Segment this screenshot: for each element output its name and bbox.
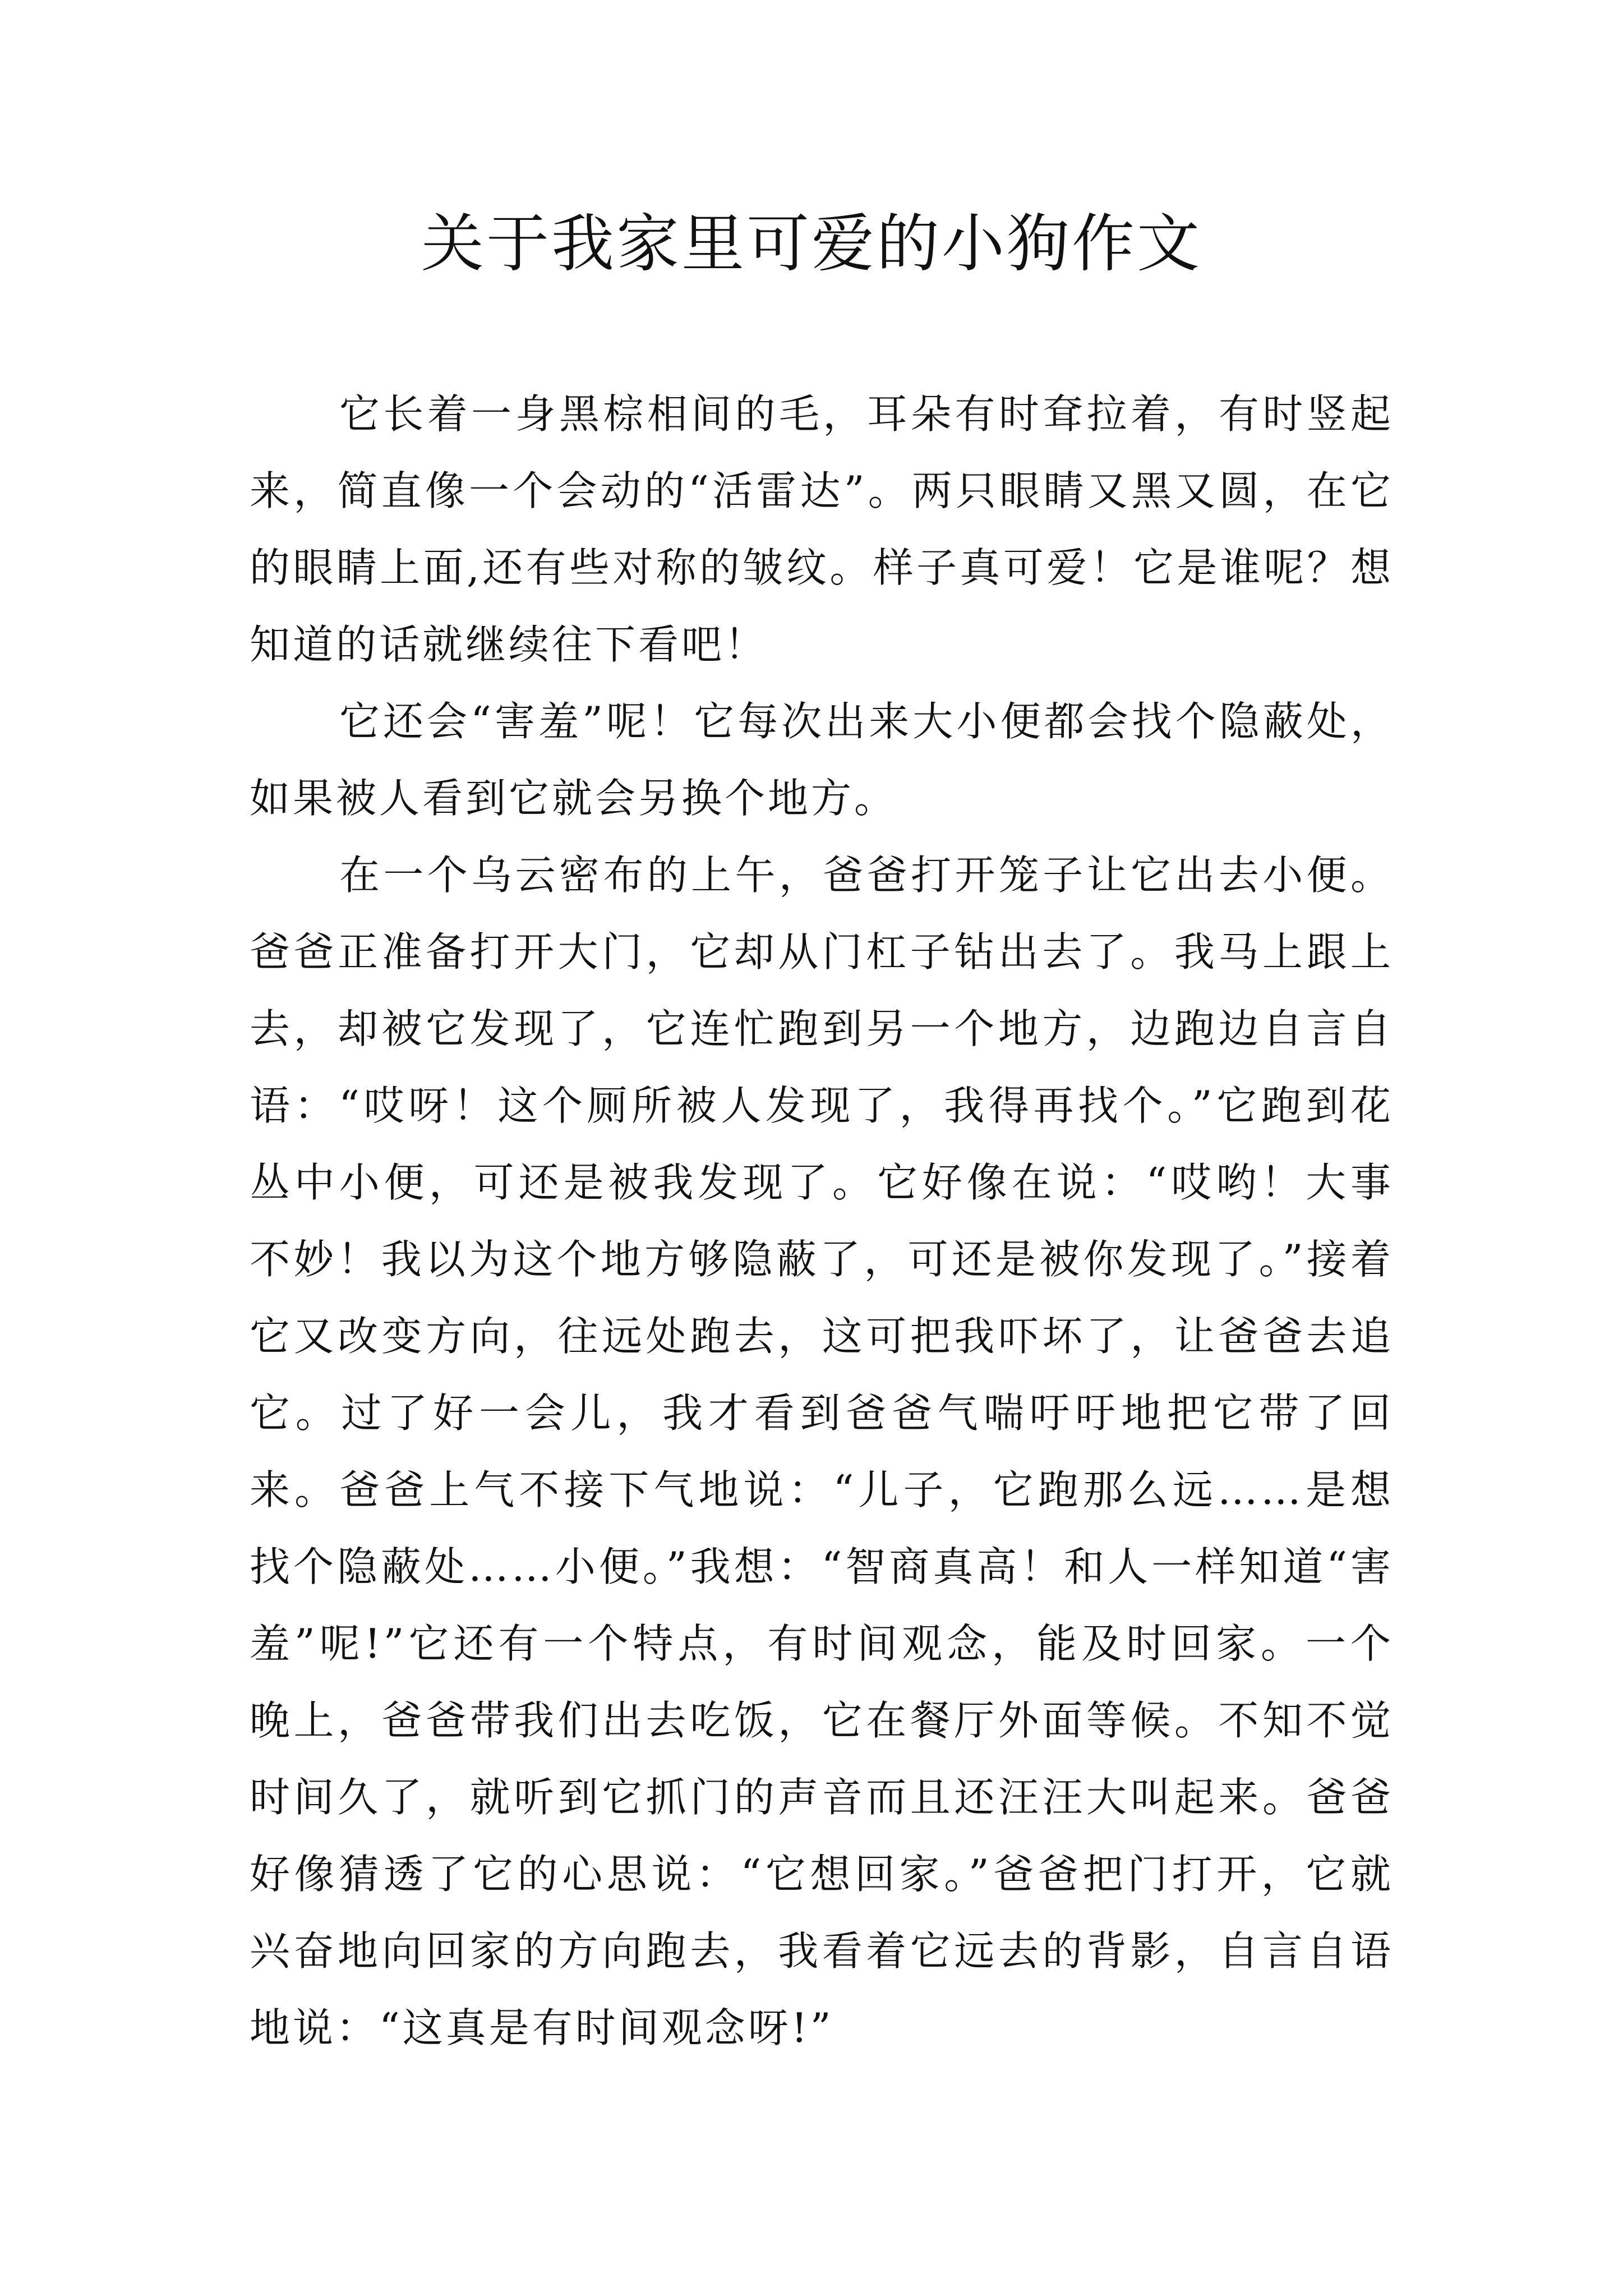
- document-body: [250, 376, 1394, 2067]
- paragraph-1: 它长着一身黑棕相间的毛，耳朵有时耷拉着，有时竖起来，简直像一个会动的“活雷达”。两只眼睛又黑又圆，在它的眼睛上面,还有些对称的皱纹。样子真可爱！它是谁呢？想知道的话就继续往下看吧！: [250, 390, 1394, 668]
- document-title: 关于我家里可爱的小狗作文: [421, 208, 1202, 280]
- paragraph-3: 在一个乌云密布的上午，爸爸打开笼子让它出去小便。爸爸正准备打开大门，它却从门杠子钻出去了。我马上跟上去，却被它发现了，它连忙跑到另一个地方，边跑边自言自语：“哎呀！这个厕所被人发现了，我得再找个。”它跑到花丛中小便，可还是被我发现了。它好像在说：“哎哟！大事不妙！我以为这个地方够隐蔽了，可还是被你发现了。”接着它又改变方向，往远处跑去，这可把我吓坏了，让爸爸去追它。过了好一会儿，我才看到爸爸气喘吁吁地把它带了回来。爸爸上气不接下气地说：“儿子，它跑那么远……是想找个隐蔽处……小便。”我想：“智商真高！和人一样知道“害羞”呢!”它还有一个特点，有时间观念，能及时回家。一个晚上，爸爸带我们出去吃饭，它在餐厅外面等候。不知不觉时间久了，就听到它抓门的声音而且还汪汪大叫起来。爸爸好像猜透了它的心思说：“它想回家。”爸爸把门打开，它就兴奋地向回家的方向跑去，我看着它远去的背影，自言自语地说：“这真是有时间观念呀!”: [250, 852, 1394, 2051]
- paragraph-2: 它还会“害羞”呢！它每次出来大小便都会找个隐蔽处，如果被人看到它就会另换个地方。: [250, 698, 1394, 822]
